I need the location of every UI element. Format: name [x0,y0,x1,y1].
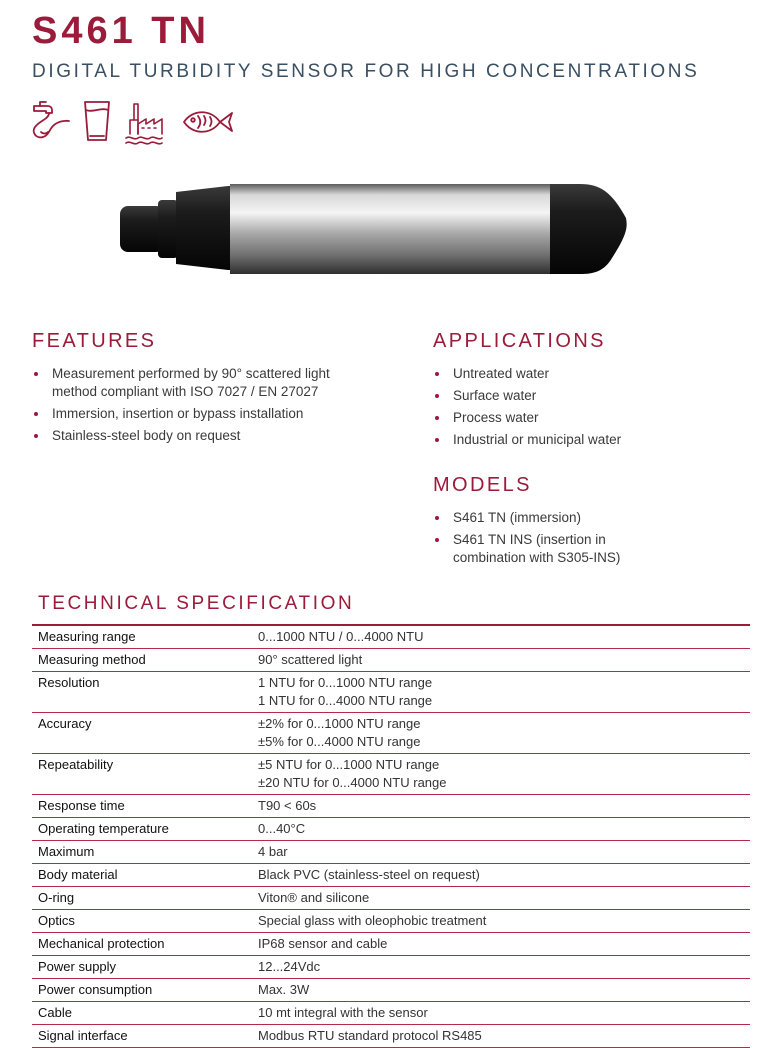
table-row [32,933,750,956]
spec-value [252,1002,750,1025]
spec-label: Response time [38,798,125,813]
fish-icon [180,98,236,146]
sensor-product-image [112,178,632,278]
features-heading: FEATURES [32,330,157,352]
spec-value [252,910,750,933]
spec-value [252,864,750,887]
spec-label: O-ring [38,890,75,905]
spec-value [252,818,750,841]
spec-value [252,887,750,910]
spec-value-line: Black PVC (stainless-steel on request) [258,867,480,882]
spec-label: Mechanical protection [38,936,165,951]
list-item: S461 TN (immersion) [431,509,646,527]
table-row [32,818,750,841]
list-item: Measurement performed by 90° scattered light method compliant with ISO 7027 / EN 27027 [30,365,350,401]
list-item: Industrial or municipal water [431,431,731,449]
table-row [32,887,750,910]
table-row [32,979,750,1002]
models-heading: MODELS [433,474,532,496]
spec-label: Power supply [38,959,117,974]
spec-value-line: Modbus RTU standard protocol RS485 [258,1028,482,1043]
spec-value [252,979,750,1002]
spec-label: Body material [38,867,118,882]
product-subtitle: DIGITAL TURBIDITY SENSOR FOR HIGH CONCENTRATIONS [32,61,700,82]
spec-value [252,841,750,864]
product-title: S461 TN [32,10,210,52]
table-row [32,1025,750,1048]
spec-value [252,933,750,956]
applications-heading: APPLICATIONS [433,330,606,352]
table-row [32,625,750,649]
spec-value-line: 4 bar [258,844,288,859]
spec-value-line: ±2% for 0...1000 NTU range [258,716,421,731]
spec-label: Measuring method [38,652,146,667]
list-item: Surface water [431,387,731,405]
features-list [30,365,350,449]
water-tap-icon [28,98,72,146]
spec-value [252,672,750,713]
table-row [32,910,750,933]
spec-value-line: 0...40°C [258,821,306,836]
spec-heading: TECHNICAL SPECIFICATION [38,593,355,614]
spec-value [252,795,750,818]
spec-value [252,754,750,795]
table-row [32,754,750,795]
list-item: Process water [431,409,731,427]
spec-value [252,956,750,979]
spec-value-line: 1 NTU for 0...1000 NTU range [258,675,433,690]
spec-value-line: ±20 NTU for 0...4000 NTU range [258,775,447,790]
spec-value-line: ±5 NTU for 0...1000 NTU range [258,757,440,772]
industrial-plant-icon [124,98,168,146]
table-row [32,956,750,979]
spec-label: Measuring range [38,629,136,644]
spec-value-line: ±5% for 0...4000 NTU range [258,734,421,749]
spec-value-line: 10 mt integral with the sensor [258,1005,428,1020]
spec-value-line: T90 < 60s [258,798,317,813]
spec-label: Maximum [38,844,95,859]
spec-value [252,1025,750,1048]
table-row [32,672,750,713]
table-row [32,649,750,672]
spec-label: Signal interface [38,1028,128,1043]
spec-label: Accuracy [38,716,92,731]
spec-value-line: IP68 sensor and cable [258,936,388,951]
table-row [32,864,750,887]
list-item: Untreated water [431,365,731,383]
spec-table [32,624,750,1048]
spec-value-line: Max. 3W [258,982,310,997]
drinking-glass-icon [82,98,112,146]
table-row [32,795,750,818]
spec-value [252,713,750,754]
spec-label: Resolution [38,675,100,690]
spec-label: Cable [38,1005,72,1020]
spec-label: Optics [38,913,75,928]
spec-value-line: 90° scattered light [258,652,363,667]
spec-value [252,649,750,672]
table-row [32,713,750,754]
table-row [32,841,750,864]
spec-label: Operating temperature [38,821,169,836]
spec-value-line: 1 NTU for 0...4000 NTU range [258,693,433,708]
models-list [431,509,646,571]
spec-value-line: Viton® and silicone [258,890,370,905]
list-item: S461 TN INS (insertion in combination with S305-INS) [431,531,646,567]
spec-value-line: 12...24Vdc [258,959,321,974]
applications-list [431,365,731,453]
spec-value [252,625,750,649]
spec-value-line: Special glass with oleophobic treatment [258,913,487,928]
spec-label: Power consumption [38,982,153,997]
list-item: Immersion, insertion or bypass installation [30,405,350,423]
spec-value-line: 0...1000 NTU / 0...4000 NTU [258,629,424,644]
table-row [32,1002,750,1025]
list-item: Stainless-steel body on request [30,427,350,445]
spec-label: Repeatability [38,757,114,772]
